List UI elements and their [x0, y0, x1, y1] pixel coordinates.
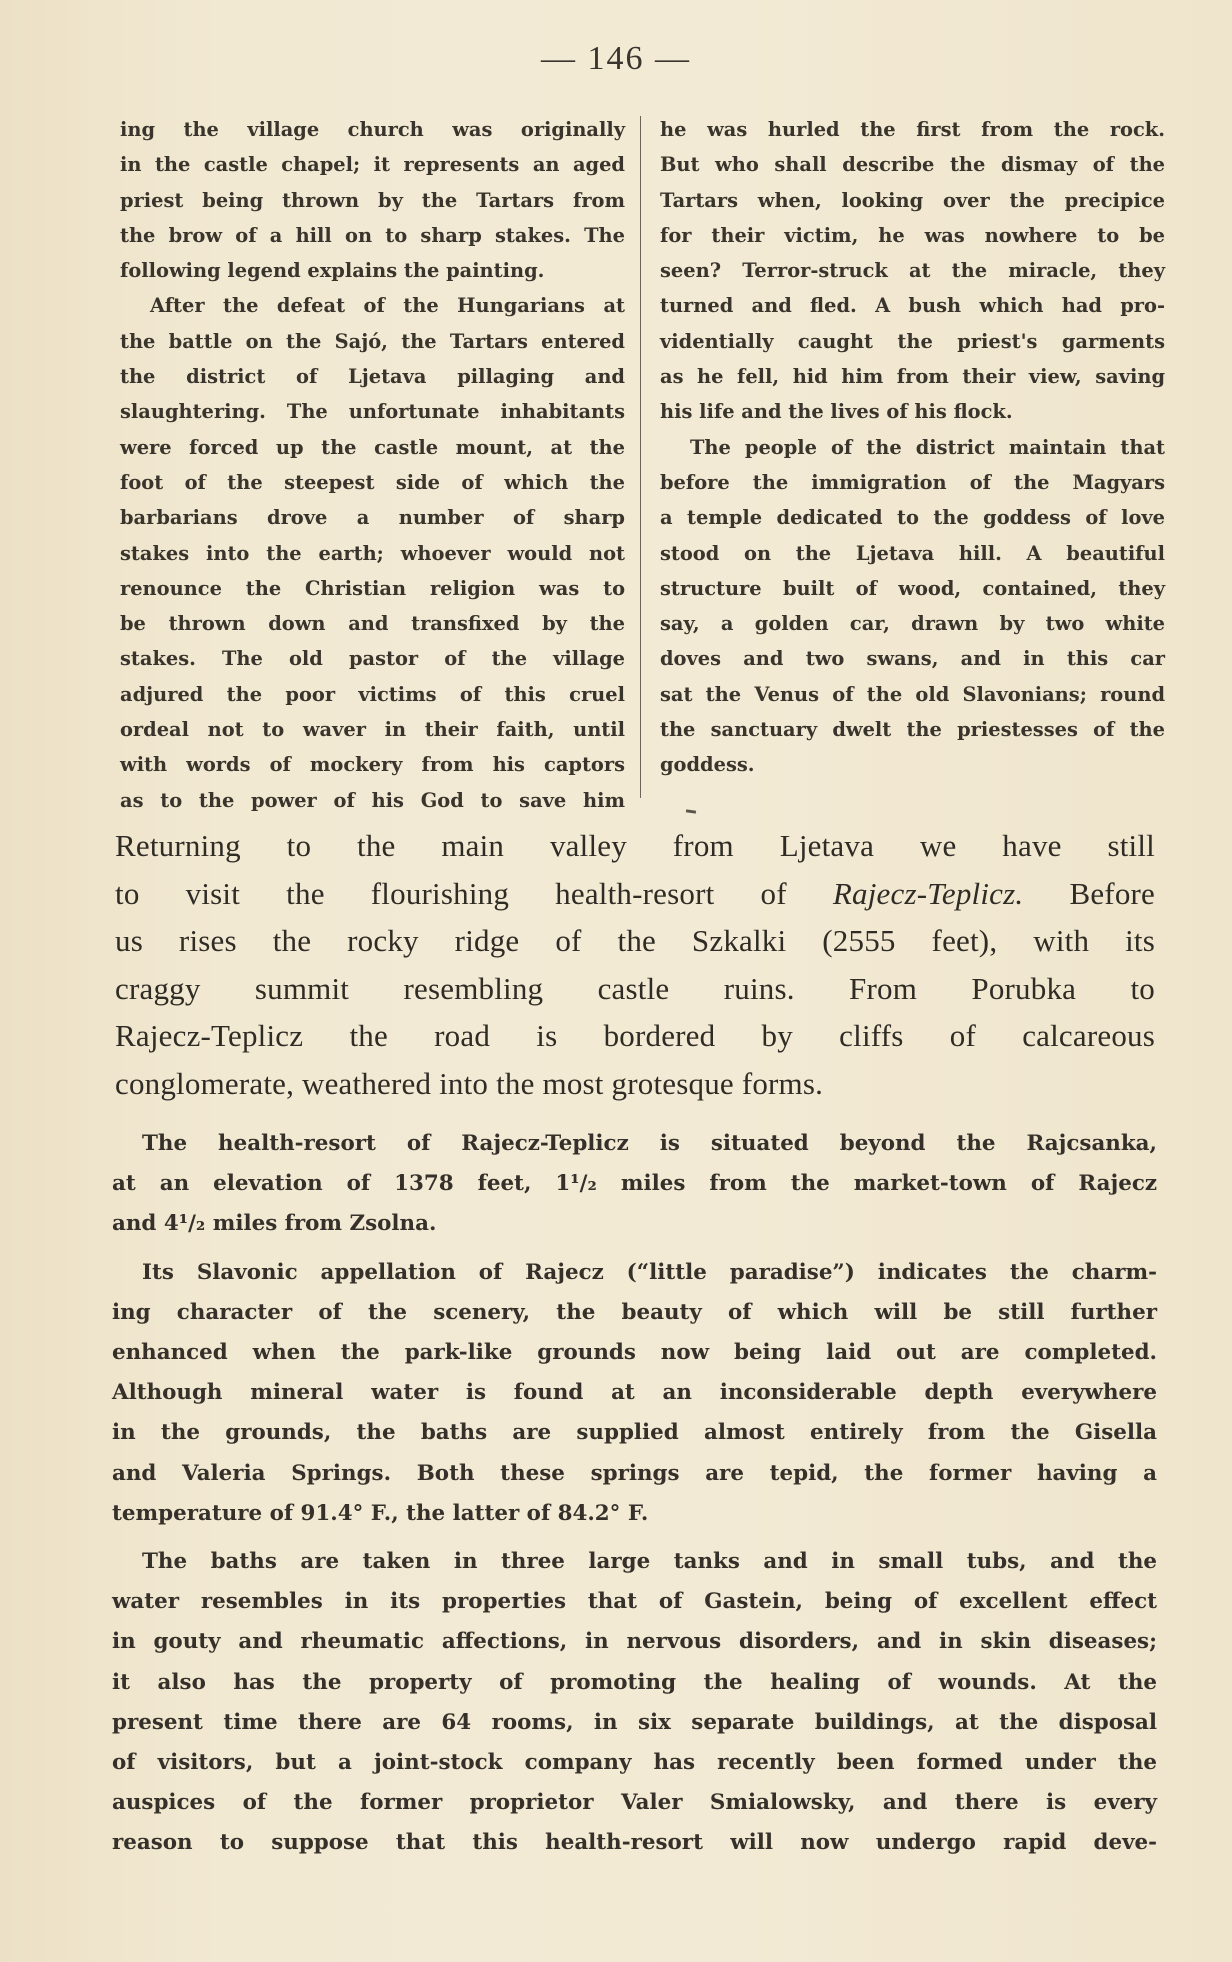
lead-text: to visit the flourishing health-resort of	[115, 875, 833, 911]
lead-text: Before	[1023, 875, 1156, 911]
text-line: the brow of a hill on to sharp stakes. The	[120, 223, 625, 247]
text-line: stood on the Ljetava hill. A beautiful	[660, 541, 1165, 565]
text-line: doves and two swans, and in this car	[660, 647, 1165, 671]
text-line: it also has the property of promoting the healing of wounds. At the	[112, 1669, 1157, 1695]
text-line: Although mineral water is found at an inconsiderable depth everywhere	[112, 1380, 1157, 1406]
text-line: of visitors, but a joint-stock company has recently been formed under the	[112, 1750, 1157, 1776]
text-line: he was hurled the first from the rock.	[660, 118, 1165, 141]
text-line: The health-resort of Rajecz-Teplicz is situated beyond the Rajcsanka,	[142, 1131, 1157, 1156]
text-line: ordeal not to waver in their faith, until	[120, 718, 625, 742]
text-line: for their victim, he was nowhere to be	[660, 223, 1165, 247]
text-line: barbarians drove a number of sharp	[120, 506, 625, 530]
text-line: as he fell, hid him from their view, saving	[660, 365, 1165, 389]
text-line: water resembles in its properties that of Gastein, being of excellent effect	[112, 1589, 1157, 1615]
text-line: before the immigration of the Magyars	[660, 470, 1165, 494]
lead-paragraph	[115, 822, 1155, 1107]
lead-line: Rajecz-Teplicz the road is bordered by cliffs of calcareous	[115, 1018, 1155, 1053]
text-line: priest being thrown by the Tartars from	[120, 188, 625, 212]
place-name-italic: Rajecz-Teplicz.	[832, 875, 1024, 911]
text-line: reason to suppose that this health-resort will now undergo rapid deve-	[112, 1830, 1157, 1856]
text-line: foot of the steepest side of which the	[120, 470, 625, 494]
text-line: ing character of the scenery, the beauty of which will be still further	[112, 1299, 1157, 1325]
text-line: auspices of the former proprietor Valer Smialowsky, and there is every	[112, 1790, 1157, 1816]
lead-line: us rises the rocky ridge of the Szkalki (2555 feet), with its	[115, 923, 1155, 958]
text-line: his life and the lives of his flock.	[660, 400, 1013, 424]
text-line: a temple dedicated to the goddess of love	[660, 506, 1165, 530]
text-line: temperature of 91.4° F., the latter of 84.2° F.	[112, 1500, 649, 1526]
print-speck	[686, 809, 696, 813]
text-line: structure built of wood, contained, they	[660, 576, 1165, 600]
text-line: the district of Ljetava pillaging and	[120, 365, 625, 389]
paragraph-gap	[112, 1534, 1157, 1542]
text-line: and Valeria Springs. Both these springs are tepid, the former having a	[112, 1460, 1157, 1486]
text-line: seen? Terror-struck at the miracle, they	[660, 259, 1165, 283]
lead-line: craggy summit resembling castle ruins. From Porubka to	[115, 970, 1155, 1006]
paragraph-gap	[112, 1245, 1157, 1253]
text-line: Tartars when, looking over the precipice	[660, 188, 1165, 212]
text-line: Its Slavonic appellation of Rajecz (“little paradise”) indicates the charm-	[142, 1259, 1157, 1285]
column-divider	[640, 116, 641, 798]
text-line: enhanced when the park-like grounds now being laid out are completed.	[112, 1340, 1157, 1366]
text-line: adjured the poor victims of this cruel	[120, 682, 625, 706]
text-line: the battle on the Sajó, the Tartars entered	[120, 329, 625, 353]
text-line: and 4¹/₂ miles from Zsolna.	[112, 1211, 437, 1237]
text-line: as to the power of his God to save him	[120, 788, 625, 812]
text-line: stakes. The old pastor of the village	[120, 647, 625, 671]
text-line: in the castle chapel; it represents an aged	[120, 153, 625, 177]
lead-line: conglomerate, weathered into the most grotesque forms.	[115, 1065, 824, 1101]
text-line: turned and fled. A bush which had pro-	[660, 294, 1165, 318]
text-line: in the grounds, the baths are supplied almost entirely from the Gisella	[112, 1420, 1157, 1446]
text-line: say, a golden car, drawn by two white	[660, 612, 1165, 636]
text-line: slaughtering. The unfortunate inhabitants	[120, 400, 625, 424]
right-column	[660, 112, 1165, 783]
text-line: in gouty and rheumatic affections, in nervous disorders, and in skin diseases;	[112, 1629, 1157, 1655]
text-line: videntially caught the priest's garments	[660, 329, 1165, 353]
text-line: The people of the district maintain that	[690, 435, 1165, 459]
text-line: the sanctuary dwelt the priestesses of the	[660, 718, 1165, 742]
text-line: with words of mockery from his captors	[120, 753, 625, 777]
text-line: renounce the Christian religion was to	[120, 576, 625, 600]
left-column	[120, 112, 625, 818]
text-line: After the defeat of the Hungarians at	[150, 294, 625, 318]
text-line: following legend explains the painting.	[120, 259, 545, 283]
page-number: — 146 —	[541, 40, 691, 77]
text-line: stakes into the earth; whoever would not	[120, 541, 625, 565]
body-text	[112, 1124, 1157, 1864]
text-line: The baths are taken in three large tanks and in small tubs, and the	[142, 1549, 1157, 1575]
text-line: But who shall describe the dismay of the	[660, 153, 1165, 177]
text-line: ing the village church was originally	[120, 118, 625, 141]
text-line: goddess.	[660, 753, 755, 777]
text-line: present time there are 64 rooms, in six separate buildings, at the disposal	[112, 1709, 1157, 1735]
text-line: were forced up the castle mount, at the	[120, 435, 625, 459]
text-line: sat the Venus of the old Slavonians; round	[660, 682, 1165, 706]
text-line: be thrown down and transfixed by the	[120, 612, 625, 636]
lead-line: Returning to the main valley from Ljetava we have still	[115, 828, 1155, 863]
lead-line	[115, 870, 1155, 918]
text-line: at an elevation of 1378 feet, 1¹/₂ miles from the market-town of Rajecz	[112, 1171, 1157, 1197]
